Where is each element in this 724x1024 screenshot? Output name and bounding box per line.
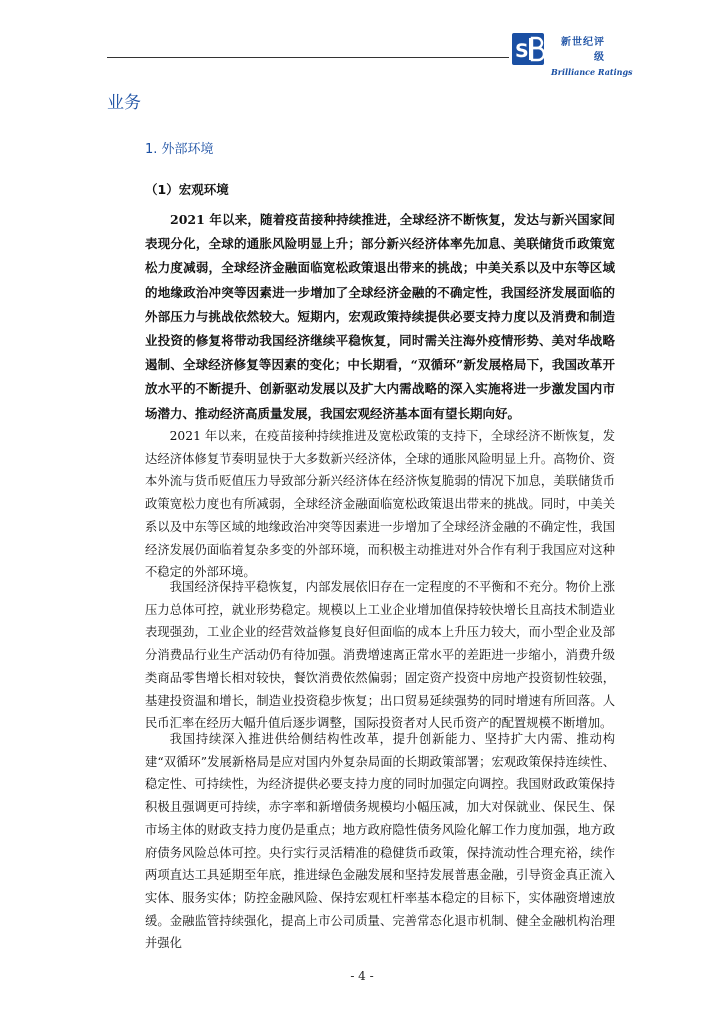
sub-section-title: 1. 外部环境 [145,142,214,157]
body-paragraph-2: 我国经济保持平稳恢复，内部发展依旧存在一定程度的不平衡和不充分。物价上涨压力总体可控，就业形势稳定。规模以上工业企业增加值保持较快增长且高技术制造业表现强劲，工业企业的经营效益修复良好但面临的成本上升压力较大，而小型企业及部分消费品行业生产活动仍有待加强。消费增速离正常水平的差距进一步缩小，消费升级类商品零售增长相对较快，餐饮消费依然偏弱；固定资产投资中房地产投资韧性较强，基建投资温和增长，制造业投资稳步恢复；出口贸易延续强势的同时增速有所回落。人民币汇率在经历大幅升值后逐步调整，国际投资者对人民币资产的配置规模不断增加。 [145,580,615,731]
summary-paragraph: 2021 年以来，随着疫苗接种持续推进，全球经济不断恢复，发达与新兴国家间表现分化，全球的通胀风险明显上升；部分新兴经济体率先加息、美联储货币政策宽松力度减弱，全球经济金融面临宽松政策退出带来的挑战；中美关系以及中东等区域的地缘政治冲突等因素进一步增加了全球经济金融的不确定性，我国经济发展面临的外部压力与挑战依然较大。短期内，宏观政策持续提供必要支持力度以及消费和制造业投资的修复将带动我国经济继续平稳恢复，同时需关注海外疫情形势、美对华战略遏制、全球经济修复等因素的变化；中长期看，“双循环”新发展格局下，我国改革开放水平的不断提升、创新驱动发展以及扩大内需战略的深入实施将进一步激发国内市场潜力、推动经济高质量发展，我国宏观经济基本面有望长期向好。 [145,212,615,421]
subsub-section-title: （1）宏观环境 [145,182,229,197]
body-paragraph-1: 2021 年以来，在疫苗接种持续推进及宽松政策的支持下，全球经济不断恢复，发达经济体修复节奏明显快于大多数新兴经济体，全球的通胀风险明显上升。高物价、资本外流与货币贬值压力导致部分新兴经济体在经济恢复脆弱的情况下加息，美联储货币政策宽松力度也有所减弱，全球经济金融面临宽松政策退出带来的挑战。同时，中美关系以及中东等区域的地缘政治冲突等因素进一步增加了全球经济金融的不确定性，我国经济发展仍面临着复杂多变的外部环境，而积极主动推进对外合作有利于我国应对这种不稳定的外部环境。 [145,429,615,580]
page-number: - 4 - [350,969,374,983]
brand-block [551,33,661,77]
header-rule [107,57,509,58]
body-paragraph-3: 我国持续深入推进供给侧结构性改革，提升创新能力、坚持扩大内需、推动构建“双循环”发展新格局是应对国内外复杂局面的长期政策部署；宏观政策保持连续性、稳定性、可持续性，为经济提供必要支持力度的同时加强定向调控。我国财政政策保持积极且强调更可持续，赤字率和新增债务规模均小幅压减，加大对保就业、保民生、保市场主体的财政支持力度仍是重点；地方政府隐性债务风险化解工作力度加强，地方政府债务风险总体可控。央行实行灵活精准的稳健货币政策，保持流动性合理充裕，续作两项直达工具延期至年底，推进绿色金融发展和坚持发展普惠金融，引导资金真正流入实体、服务实体；防控金融风险、保持宏观杠杆率基本稳定的目标下，实体融资增速放缓。金融监管持续强化，提高上市公司质量、完善常态化退市机制、健全金融机构治理并强化 [145,732,615,951]
section-title: 业务 [107,93,141,113]
svg-text:S: S [515,40,529,62]
brand-name-en: Brilliance Ratings [551,67,633,77]
sb-logo-icon [512,33,544,65]
brand-name-cn: 新世纪评级 [561,37,605,63]
